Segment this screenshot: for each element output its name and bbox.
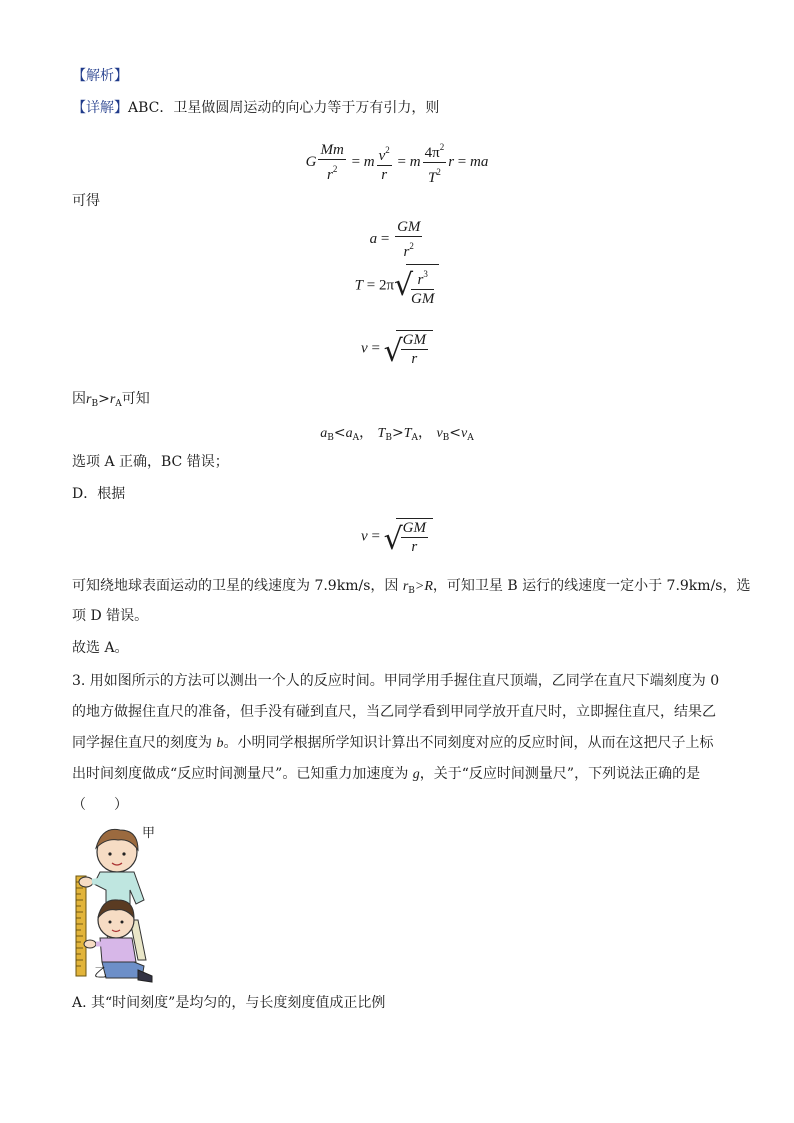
result-line: $a_B<a_A$， $T_B>T_A$， $v_B<v_A$ bbox=[320, 425, 474, 443]
equation-v-2: v = √ $\frac{GM}{r}$ bbox=[0, 518, 794, 556]
choose-line: 故选 A。 bbox=[72, 640, 129, 656]
detail-intro: ABC．卫星做圆周运动的向心力等于万有引力，则 bbox=[128, 100, 440, 116]
ruler-illustration bbox=[72, 820, 182, 985]
q3-line-2: 的地方做握住直尺的准备，但手没有碰到直尺，当乙同学看到甲同学放开直尺时，立即握住直尺，结果乙 bbox=[72, 704, 716, 720]
label-jia: 甲 bbox=[142, 826, 156, 841]
equation-a: a = $\frac{GM}{r^2}$ bbox=[369, 219, 421, 260]
kede-text: 可得 bbox=[72, 193, 100, 209]
q3-line-3: 同学握住直尺的刻度为 b。小明同学根据所学知识计算出不同刻度对应的反应时间，从而在这把尺子上标 bbox=[72, 735, 714, 751]
label-yi: 乙 bbox=[94, 966, 108, 981]
equation-T: T = 2π √ $\frac{r^3}{GM}$ bbox=[0, 264, 794, 308]
d-line-2: 项 D 错误。 bbox=[72, 608, 149, 624]
detail-line bbox=[72, 98, 439, 118]
section-label: 【解析】 bbox=[72, 68, 128, 84]
q3-line-4: 出时间刻度做成“反应时间测量尺”。已知重力加速度为 g，关于“反应时间测量尺”，下列说法正确的是 bbox=[72, 766, 701, 782]
detail-label: 【详解】 bbox=[72, 100, 128, 116]
q3-paren: （ ） bbox=[72, 797, 128, 813]
d-intro: D．根据 bbox=[72, 486, 126, 502]
equation-v: v = √ $\frac{GM}{r}$ bbox=[0, 330, 794, 368]
option-a-conclusion: 选项 A 正确，BC 错误； bbox=[72, 454, 229, 470]
d-line-1: 可知绕地球表面运动的卫星的线速度为 7.9km/s，因 $r_B>R$，可知卫星 B 运行的线速度一定小于 7.9km/s，选 bbox=[72, 578, 751, 596]
condition-line: 因$r_B>r_A$可知 bbox=[72, 391, 150, 409]
equation-main: G $\frac{Mm}{r^2}$ = m $\frac{v^2}{r}$ = m $\frac{4\pi^2}{T^2}$ r = ma bbox=[0, 138, 794, 187]
q3-line-1: 3. 用如图所示的方法可以测出一个人的反应时间。甲同学用手握住直尺顶端，乙同学在直尺下端刻度为 0 bbox=[72, 673, 720, 689]
option-a: A. 其“时间刻度”是均匀的，与长度刻度值成正比例 bbox=[72, 995, 386, 1011]
